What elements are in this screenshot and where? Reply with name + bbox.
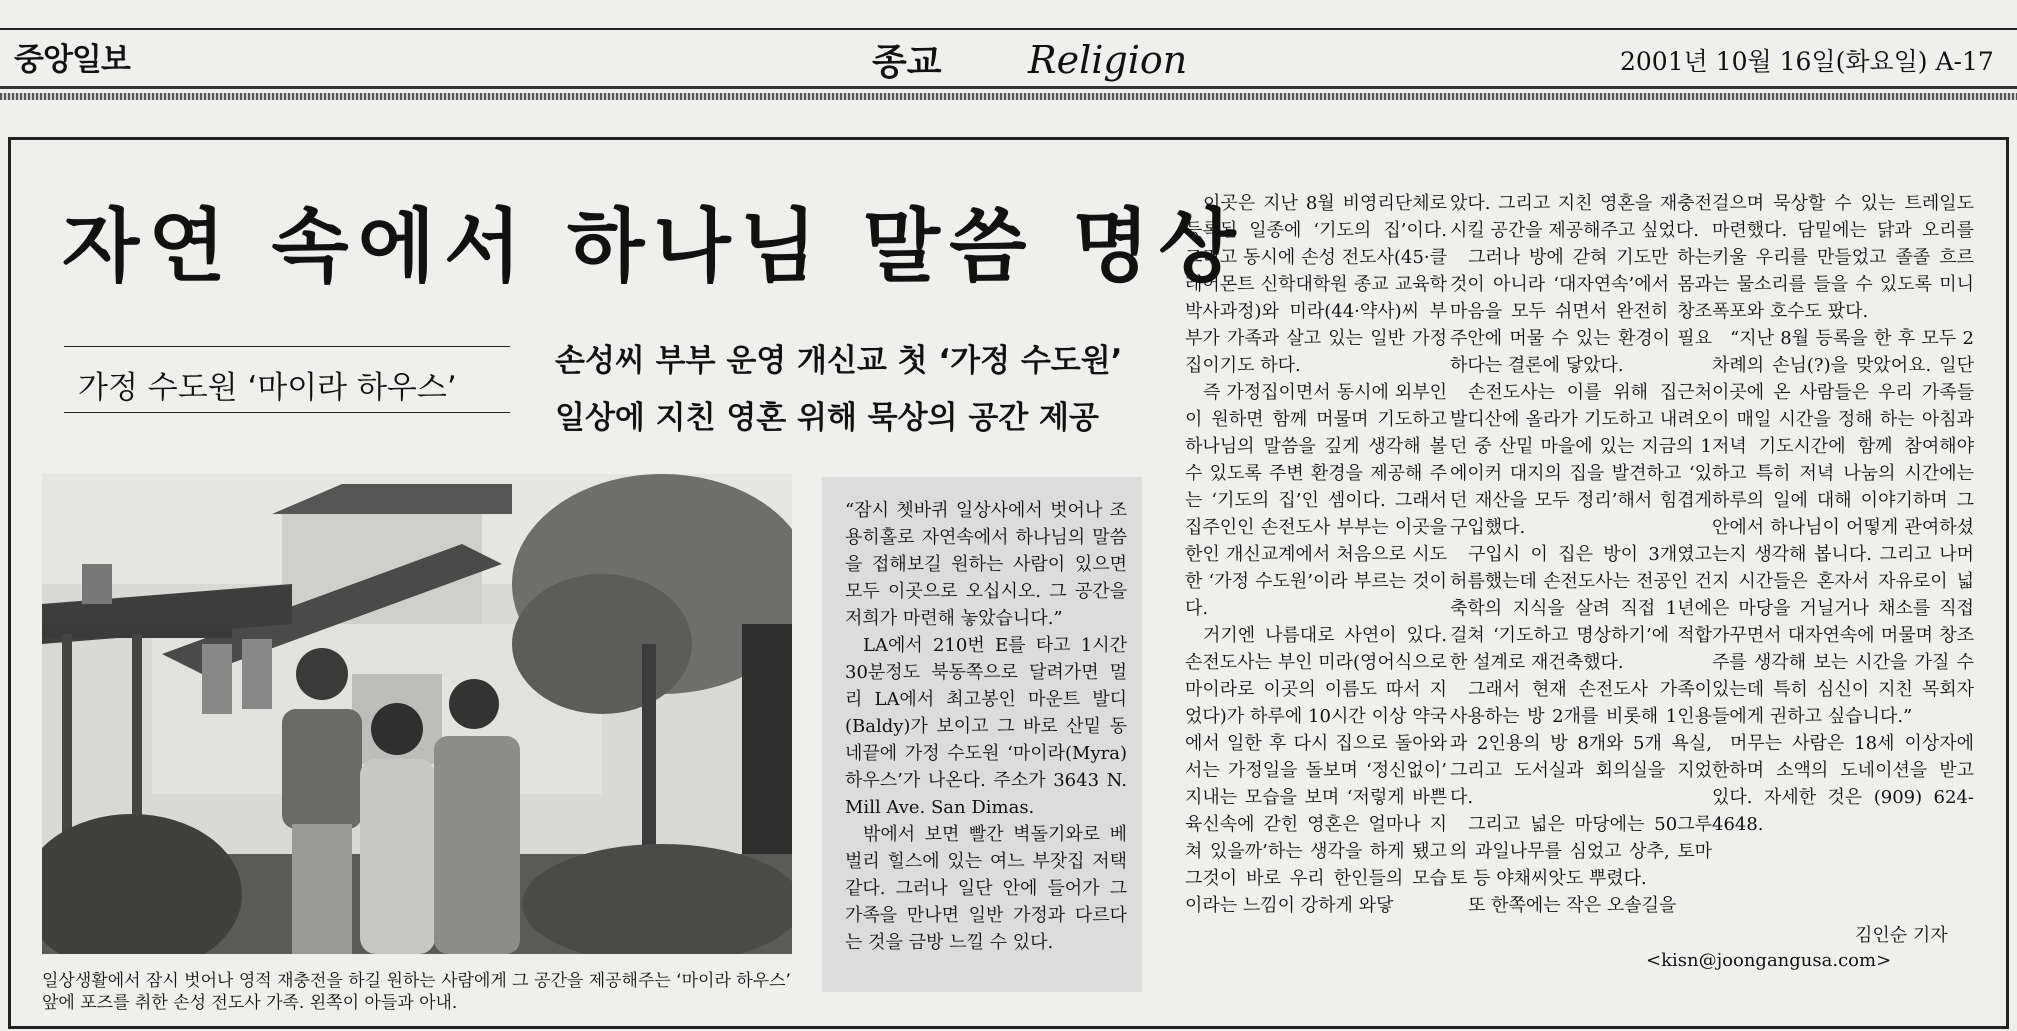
kicker: 가정 수도원 ‘마이라 하우스’ xyxy=(78,370,457,406)
byline: 김인순 기자 xyxy=(1855,925,1948,946)
paragraph: 걸으며 묵상할 수 있는 트레일도 마련했다. 담밑에는 닭과 오리를 키울 우리를 만들었고 졸졸 흐르는 물소리를 들을 수 있도록 미니 폭포와 호수도 팠다. xyxy=(1712,193,1974,322)
family-photo xyxy=(42,474,792,954)
subheadline-1: 손성씨 부부 운영 개신교 첫 ‘가정 수도원’ xyxy=(555,343,1123,379)
article-column-2 xyxy=(1450,190,1712,919)
subheadline-2: 일상에 지친 영혼 위해 묵상의 공간 제공 xyxy=(555,400,1099,436)
paragraph: 구입시 이 집은 방이 3개였고 허름했는데 손전도사는 전공인 건축학의 지식을 살려 직접 1년에 걸쳐 ‘기도하고 명상하기’에 적합한 설계로 재건축했다. xyxy=(1450,544,1712,673)
reporter-email: <kisn@joongangusa.com> xyxy=(1646,950,1892,971)
newspaper-logo: 중앙일보 xyxy=(14,42,130,78)
top-rule xyxy=(0,28,2017,30)
paragraph: 머무는 사람은 18세 이상자에 한하며 소액의 도네이션을 받고 있다. 자세한 것은 (909) 624-4648. xyxy=(1712,733,1974,835)
article-column-3 xyxy=(1712,190,1974,838)
intro-quote: “잠시 쳇바퀴 일상사에서 벗어나 조용히홀로 자연속에서 하나님의 말씀을 접해보길 원하는 사람이 있으면 모두 이곳으로 오십시오. 그 공간을 저희가 마련해 놓았습니다.” xyxy=(845,500,1127,629)
paragraph: 았다. 그리고 지친 영혼을 재충전시킬 공간을 제공해주고 싶었다. xyxy=(1450,193,1712,241)
paragraph: 이곳은 지난 8월 비영리단체로 등록된 일종에 ‘기도의 집’이다. 그리고 동시에 손성 전도사(45·클레어몬트 신학대학원 종교 교육학 박사과정)와 미라(44·약사)씨 부부가 가족과 살고 있는 일반 가정집이기도 하다. xyxy=(1185,193,1447,376)
intro-text xyxy=(845,497,1127,956)
header-rule xyxy=(0,86,2017,89)
section-title-english: Religion xyxy=(1028,38,1188,82)
paragraph: 즉 가정집이면서 동시에 외부인이 원하면 함께 머물며 기도하고 하나님의 말씀을 깊게 생각해 볼 수 있도록 주변 환경을 제공해 주는 ‘기도의 집’인 셈이다. 그래서 집주인인 손전도사 부부는 이곳을 한인 개신교계에서 처음으로 시도한 ‘가정 수도원’이라 부르는 것이다. xyxy=(1185,382,1447,619)
headline: 자연 속에서 하나님 말씀 명상 xyxy=(62,200,1245,293)
kicker-bottom-rule xyxy=(64,412,510,413)
paragraph: 그러나 방에 갇혀 기도만 하는 것이 아니라 ‘대자연속’에서 몸과 마음을 모두 쉬면서 완전히 창조주안에 머물 수 있는 환경이 필요하다는 결론에 닿았다. xyxy=(1450,247,1712,376)
article-column-1 xyxy=(1185,190,1447,919)
paragraph: 손전도사는 이를 위해 집근처 발디산에 올라가 기도하고 내려오던 중 산밑 마을에 있는 지금의 1에이커 대지의 집을 발견하고 ‘있던 재산을 모두 정리’해서 힘겹게 구입했다. xyxy=(1450,382,1712,538)
section-title-korean: 종교 xyxy=(872,42,942,83)
paragraph: 거기엔 나름대로 사연이 있다. 손전도사는 부인 미라(영어식으로 마이라로 이곳의 이름도 따서 지었다)가 하루에 10시간 이상 약국에서 일한 후 다시 집으로 돌아와서는 가정일을 돌보며 ‘정신없이’ 지내는 모습을 보며 ‘저렇게 바쁜 육신속에 갇힌 영혼은 얼마나 지쳐 있을까’하는 생각을 하게 됐고 그것이 바로 우리 한인들의 모습이라는 느낌이 강하게 와닿 xyxy=(1185,625,1447,916)
paragraph: 그래서 현재 손전도사 가족이 사용하는 방 2개를 비롯해 1인용과 2인용의 방 8개와 5개 욕실, 그리고 도서실과 회의실을 지었다. xyxy=(1450,679,1712,808)
paragraph: 그리고 넓은 마당에는 50그루의 과일나무를 심었고 상추, 토마토 등 야채씨앗도 뿌렸다. xyxy=(1450,814,1712,889)
dateline: 2001년 10월 16일(화요일) A-17 xyxy=(1620,47,1994,76)
header-pattern-rule xyxy=(0,93,2017,100)
kicker-top-rule xyxy=(64,346,510,347)
paragraph: “지난 8월 등록을 한 후 모두 2차례의 손님(?)을 맞았어요. 일단 이곳에 온 사람들은 우리 가족들이 매일 시간을 정해 하는 아침과 저녁 기도시간에 함께 참여해야 하고 특히 저녁 나눔의 시간에는 하루의 일에 대해 이야기하며 그안에서 하나님이 어떻게 관여하셨는지 생각해 봅니다. 그리고 나머지 시간들은 혼자서 자유로이 넓은 마당을 거닐거나 채소를 직접 가꾸면서 대자연속에 머물며 창조주를 생각해 보는 시간을 가질 수 있는데 특히 심신이 지친 목회자들에게 권하고 싶습니다.” xyxy=(1712,328,1974,727)
intro-description: 밖에서 보면 빨간 벽돌기와로 베벌리 힐스에 있는 여느 부잣집 저택 같다. 그러나 일단 안에 들어가 그 가족을 만나면 일반 가정과 다르다는 것을 금방 느낄 수 있다. xyxy=(845,824,1127,953)
photo-caption: 일상생활에서 잠시 벗어나 영적 재충전을 하길 원하는 사람에게 그 공간을 제공해주는 ‘마이라 하우스’ 앞에 포즈를 취한 손성 전도사 가족. 왼쪽이 아들과 아내. xyxy=(42,971,791,1013)
intro-directions: LA에서 210번 E를 타고 1시간 30분정도 북동쪽으로 달려가면 멀리 LA에서 최고봉인 마운트 발디(Baldy)가 보이고 그 바로 산밑 동네끝에 가정 수도원 ‘마이라(Myra) 하우스’가 나온다. 주소가 3643 N. Mill Ave. San Dimas. xyxy=(845,635,1127,818)
paragraph: 또 한쪽에는 작은 오솔길을 xyxy=(1468,895,1677,916)
